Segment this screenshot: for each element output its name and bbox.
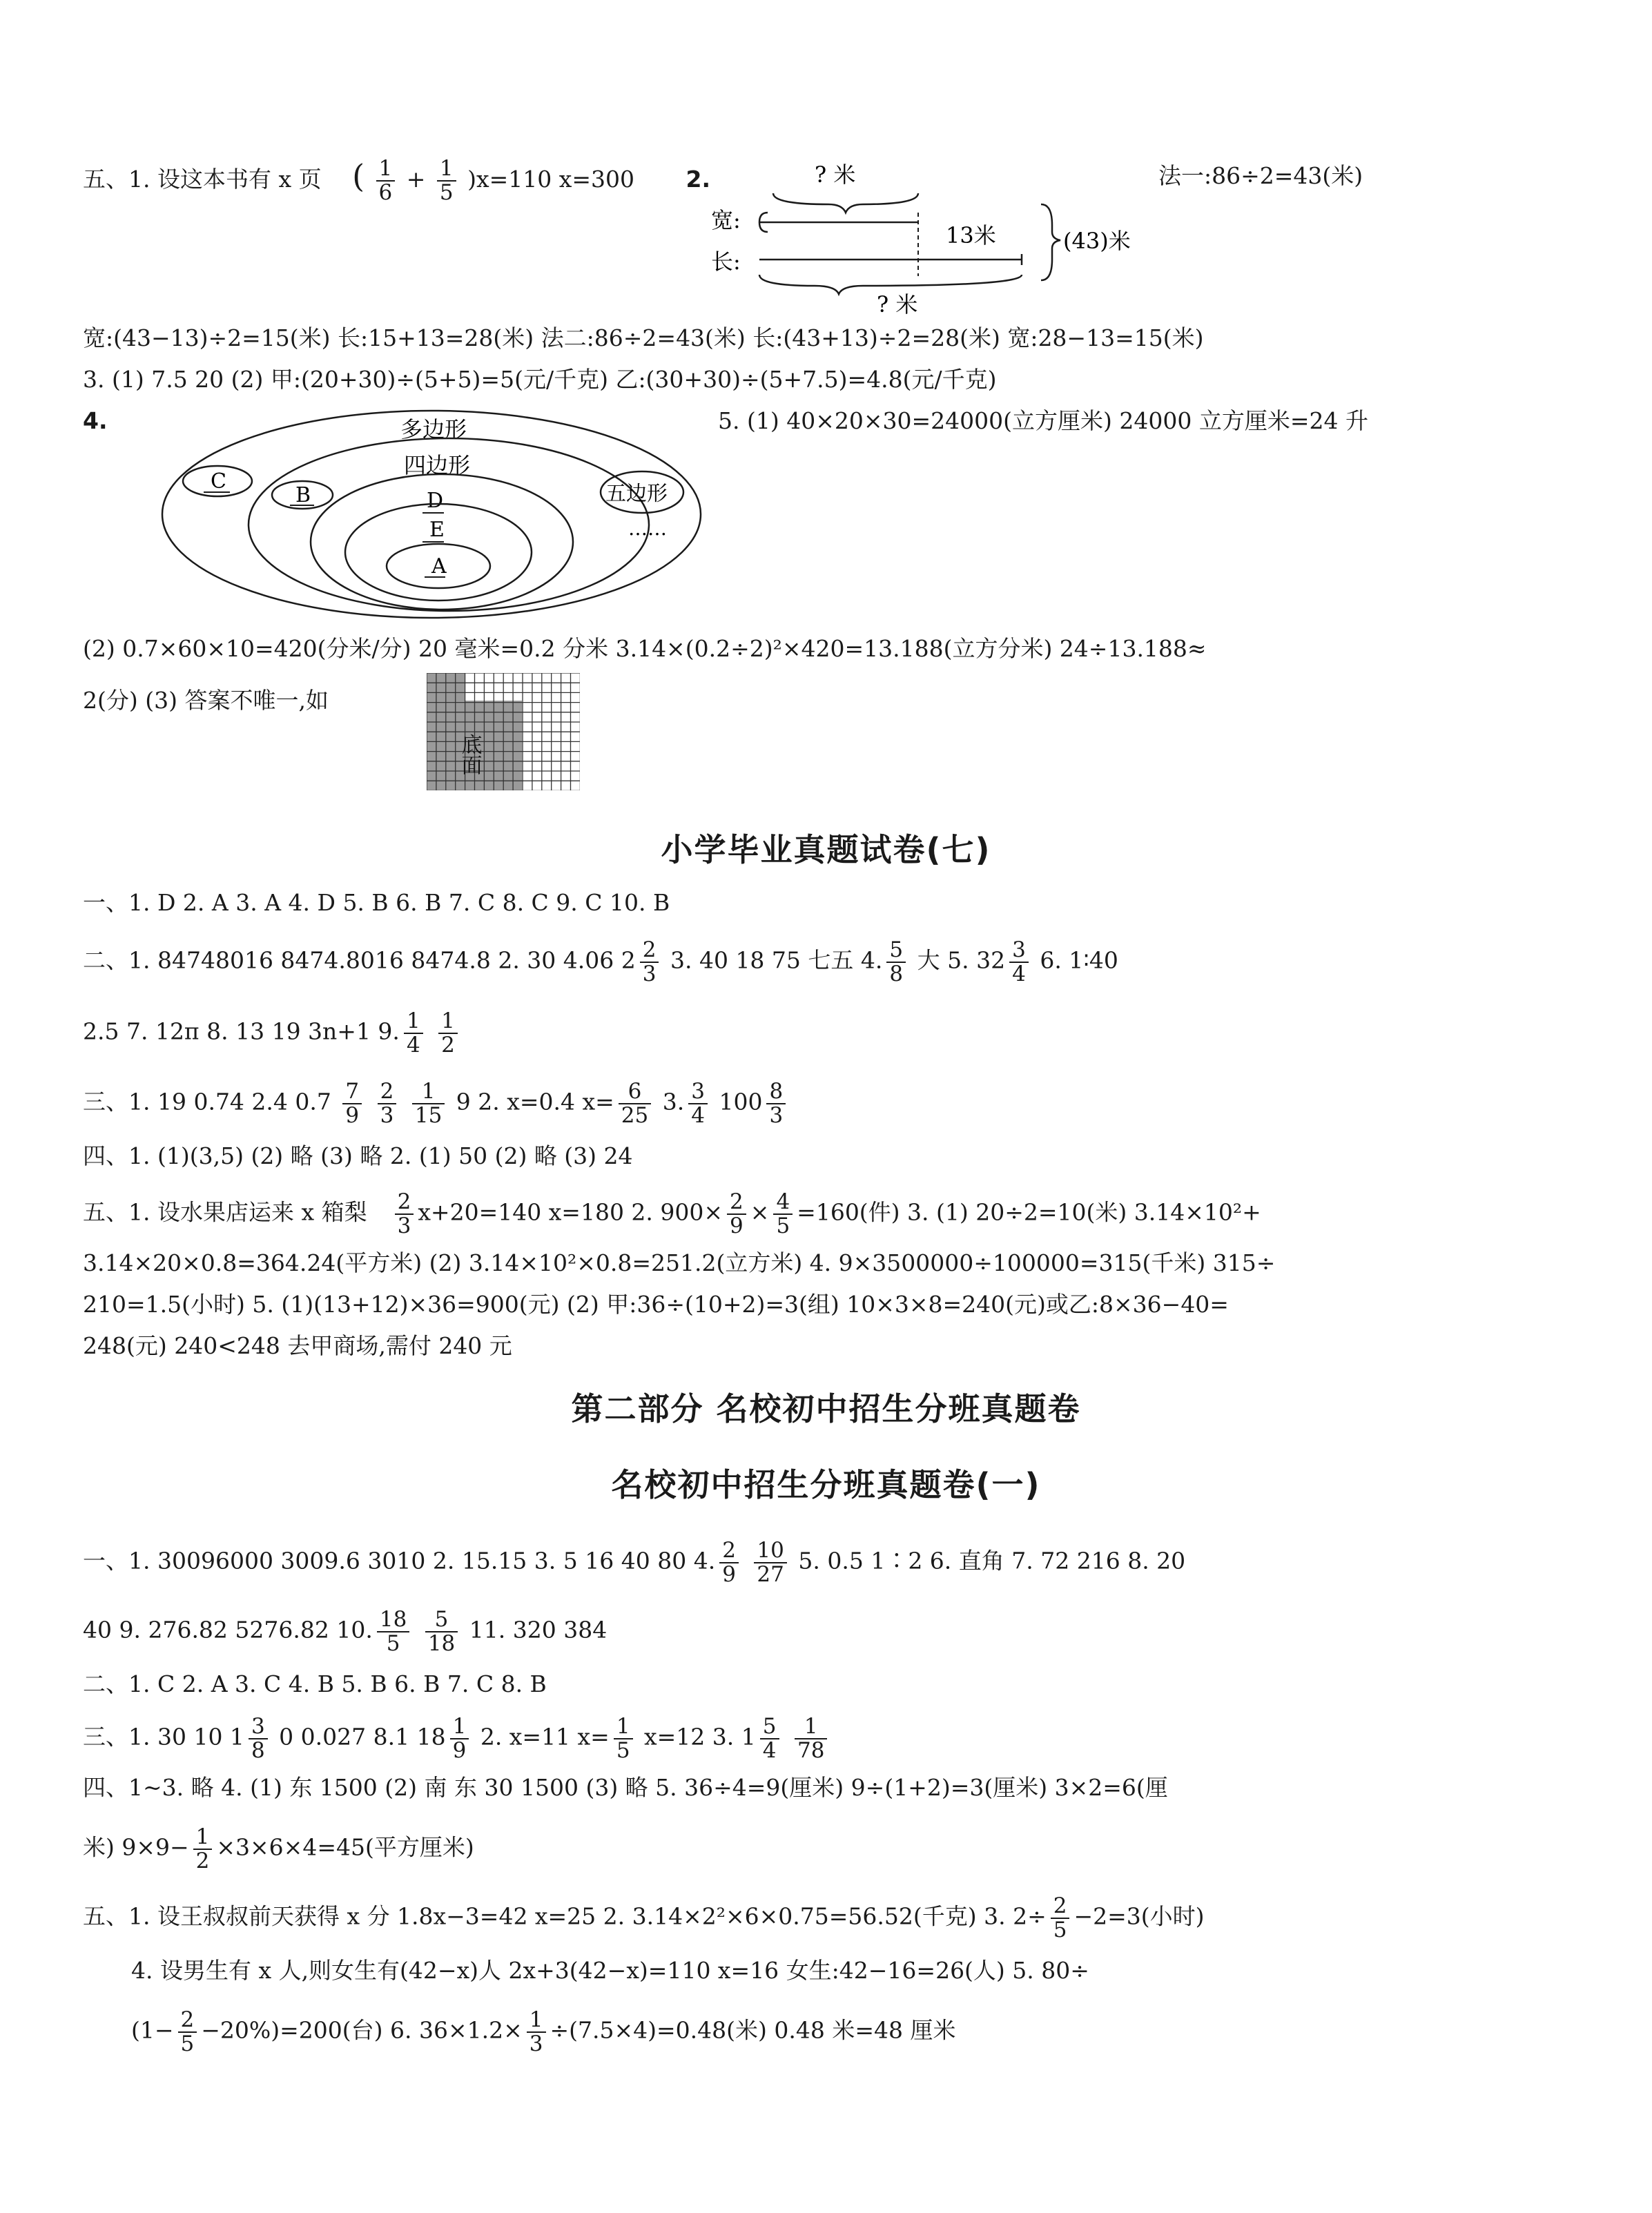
part2-subtitle: 名校初中招生分班真题卷(一) (611, 1466, 1041, 1503)
fraction: $\frac{10}{27}$ (754, 1539, 786, 1586)
p7-section-4: 四、1. (1)(3,5) (2) 略 (3) 略 2. (1) 50 (2) 略 (3) 24 (83, 1142, 633, 1169)
fraction: $\frac{1}{3}$ (527, 2009, 546, 2055)
p2-section-5b: 4. 设男生有 x 人,则女生有(42−x)人 2x+3(42−x)=110 x=16 女生:42−16=26(人) 5. 80÷ (131, 1957, 1089, 1984)
fraction: $\frac{2}{3}$ (378, 1080, 397, 1127)
bottom-question-label: ? 米 (877, 291, 918, 318)
fraction: $\frac{2}{5}$ (1051, 1895, 1070, 1941)
e-label: E (429, 518, 445, 542)
q3-line: 3. (1) 7.5 20 (2) 甲:(20+30)÷(5+5)=5(元/千克) 乙:(30+30)÷(5+7.5)=4.8(元/千克) (83, 366, 997, 393)
p7-section-3: 三、1. 19 0.74 2.4 0.7 $\frac{7}{9}$ $\frac{2}{3}$ $\frac{1}{15}$ 9 2. x=0.4 x= $\frac{6}{25}$ 3. $\frac{3}{4}$ 100 $\frac{8}{3}$ (83, 1080, 1576, 1127)
fraction: $\frac{2}{3}$ (395, 1191, 414, 1237)
p2-section-1b: 40 9. 276.82 5276.82 10. $\frac{18}{5}$ $\frac{5}{18}$ 11. 320 384 (83, 1607, 608, 1656)
fraction: $\frac{1}{5}$ (614, 1715, 633, 1762)
p7-section-2a: 二、1. 84748016 8474.8016 8474.8 2. 30 4.06 2 $\frac{2}{3}$ 3. 40 18 75 七五 4. $\frac{5}{8}$ 大 5. 32 $\frac{3}{4}$ 6. 1∶40 (83, 937, 1118, 986)
polygon-ellipse-diagram (155, 404, 708, 632)
p2-section-4a: 四、1~3. 略 4. (1) 东 1500 (2) 南 东 30 1500 (3) 略 5. 36÷4=9(厘米) 9÷(1+2)=3(厘米) 3×2=6(厘 (83, 1774, 1168, 1801)
method-1: 法一:86÷2=43(米) (1158, 162, 1363, 189)
fraction: $\frac{7}{9}$ (342, 1080, 362, 1127)
fraction: $\frac{2}{5}$ (178, 2009, 197, 2055)
p7-s5-line2: 3.14×20×0.8=364.24(平方米) (2) 3.14×10²×0.8=251.2(立方米) 4. 9×3500000÷100000=315(千米) 315÷ (83, 1249, 1276, 1276)
p7-section-5: 五、1. 设水果店运来 x 箱梨 $\frac{2}{3}$ x+20=140 x=180 2. 900× $\frac{2}{9}$ × $\frac{4}{5}$ =160(件) 3. (1) 20÷2=10(米) 3.14×10²+ (83, 1189, 1261, 1238)
fraction: $\frac{1}{5}$ (437, 157, 456, 204)
pent-label: 五边形 (605, 482, 668, 506)
fraction: $\frac{2}{3}$ (640, 939, 659, 985)
grid-figure (427, 673, 580, 790)
d-label: D (427, 489, 444, 513)
quad-label: 四边形 (404, 452, 471, 478)
fraction: $\frac{2}{9}$ (727, 1191, 746, 1237)
grid-label: 底面 (457, 734, 482, 775)
width-label: 宽: (711, 207, 741, 233)
p2-section-1a: 一、1. 30096000 3009.6 3010 2. 15.15 3. 5 16 40 80 4. $\frac{2}{9}$ $\frac{10}{27}$ 5. 0.5 1∶2 6. 直角 7. 72 216 8. 20 (83, 1538, 1186, 1587)
q5-3-line: 2(分) (3) 答案不唯一,如 (83, 687, 329, 714)
c-label: C (211, 469, 226, 494)
fraction: $\frac{5}{18}$ (425, 1608, 458, 1655)
length-label: 长: (711, 248, 741, 275)
a-label: A (431, 554, 447, 578)
q5-2-label: 2. (686, 166, 711, 193)
p7-s5-line3: 210=1.5(小时) 5. (1)(13+12)×36=900(元) (2) 甲:36÷(10+2)=3(组) 10×3×8=240(元)或乙:8×36−40= (83, 1291, 1229, 1318)
fraction: $\frac{1}{15}$ (412, 1080, 445, 1127)
fraction: $\frac{5}{4}$ (760, 1715, 779, 1762)
q4-label: 4. (83, 407, 108, 434)
p2-section-5a: 五、1. 设王叔叔前天获得 x 分 1.8x−3=42 x=25 2. 3.14×2²×6×0.75=56.52(千克) 3. 2÷ $\frac{2}{5}$ −2=3(小时) (83, 1893, 1205, 1942)
b-label: B (295, 483, 311, 507)
q5-2-line: (2) 0.7×60×10=420(分米/分) 20 毫米=0.2 分米 3.14×(0.2÷2)²×420=13.188(立方分米) 24÷13.188≈ (83, 635, 1207, 662)
fraction: $\frac{4}{5}$ (773, 1191, 793, 1237)
part2-title: 第二部分 名校初中招生分班真题卷 (571, 1390, 1081, 1427)
p7-section-1: 一、1. D 2. A 3. A 4. D 5. B 6. B 7. C 8. C 9. C 10. B (83, 889, 670, 916)
fraction: $\frac{3}{4}$ (688, 1080, 708, 1127)
p7-s5-line4: 248(元) 240<248 去甲商场,需付 240 元 (83, 1332, 512, 1359)
fraction: $\frac{1}{78}$ (795, 1715, 827, 1762)
dots-label: …… (628, 517, 667, 540)
method-2-line: 宽:(43−13)÷2=15(米) 长:15+13=28(米) 法二:86÷2=43(米) 长:(43+13)÷2=28(米) 宽:28−13=15(米) (83, 324, 1204, 351)
fraction: $\frac{3}{4}$ (1009, 939, 1029, 985)
q5-1-text: 五、1. 设这本书有 x 页 (83, 166, 322, 193)
fraction: $\frac{1}{9}$ (450, 1715, 469, 1762)
segment-diagram (690, 159, 1187, 318)
fraction: $\frac{1}{2}$ (193, 1826, 213, 1872)
top-question-label: ? 米 (815, 162, 856, 188)
fraction: $\frac{6}{25}$ (619, 1080, 651, 1127)
outer-label: 多边形 (400, 416, 467, 442)
total-label: (43)米 (1063, 228, 1131, 254)
q5-5-1: 5. (1) 40×20×30=24000(立方厘米) 24000 立方厘米=24 升 (718, 407, 1368, 434)
fraction: $\frac{5}{8}$ (886, 939, 906, 985)
equation-text: )x=110 x=300 (467, 166, 635, 193)
p2-section-3: 三、1. 30 10 1 $\frac{3}{8}$ 0 0.027 8.1 18 $\frac{1}{9}$ 2. x=11 x= $\frac{1}{5}$ x=12 3. 1 $\frac{5}{4}$ $\frac{1}{78}$ (83, 1715, 1576, 1762)
plus-sign: + (406, 166, 426, 193)
fraction: $\frac{1}{4}$ (404, 1010, 423, 1056)
p2-section-4b: 米) 9×9− $\frac{1}{2}$ ×3×6×4=45(平方厘米) (83, 1824, 474, 1873)
paper7-title: 小学毕业真题试卷(七) (661, 831, 991, 868)
p7-section-2b: 2.5 7. 12π 8. 13 19 3n+1 9. $\frac{1}{4}$ $\frac{1}{2}$ (83, 1010, 1576, 1056)
diff-label: 13米 (946, 222, 996, 248)
fraction: $\frac{1}{2}$ (438, 1010, 458, 1056)
p2-section-2: 二、1. C 2. A 3. C 4. B 5. B 6. B 7. C 8. B (83, 1670, 547, 1697)
fraction: $\frac{18}{5}$ (377, 1608, 409, 1655)
fraction: $\frac{2}{9}$ (719, 1539, 739, 1586)
fraction: $\frac{3}{8}$ (249, 1715, 268, 1762)
p2-section-5c: (1− $\frac{2}{5}$ −20%)=200(台) 6. 36×1.2× $\frac{1}{3}$ ÷(7.5×4)=0.48(米) 0.48 米=48 厘米 (131, 2007, 956, 2056)
fraction: $\frac{1}{6}$ (376, 157, 396, 204)
fraction: $\frac{8}{3}$ (766, 1080, 786, 1127)
paren-open: ( (352, 157, 365, 195)
